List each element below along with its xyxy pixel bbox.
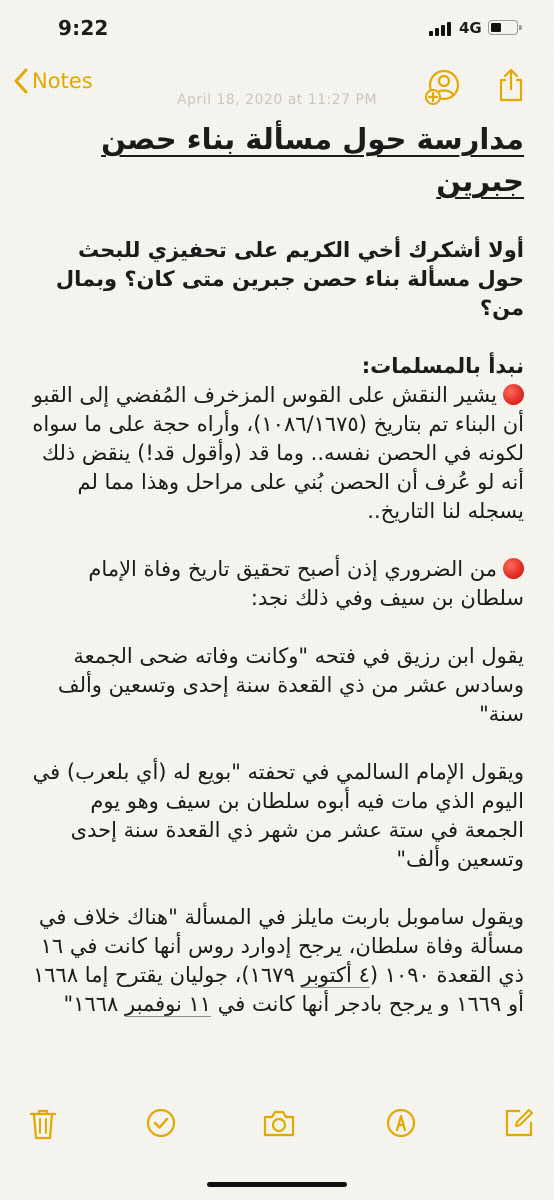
- camera-button[interactable]: [262, 1108, 296, 1142]
- section-heading: نبدأ بالمسلمات:: [361, 354, 524, 378]
- note-point-2: [30, 555, 524, 613]
- share-icon: [498, 68, 524, 102]
- note-point-1: [30, 381, 524, 526]
- red-circle-icon: [503, 384, 524, 405]
- note-intro: أولا أشكرك أخي الكريم على تحفيزي للبحث حول مسألة بناء حصن جبرين متى كان؟ وبمال من؟: [55, 238, 524, 320]
- bottom-toolbar: [0, 1100, 554, 1150]
- battery-cap: [519, 25, 522, 30]
- compose-icon: [504, 1108, 534, 1138]
- note-point-2-text: من الضروري إذن أصبح تحقيق تاريخ وفاة الإمام سلطان بن سيف وفي ذلك نجد:: [88, 557, 524, 610]
- note-quote-3-part-b: ١٦٧٩)، جوليان يقترح إما ١٦٦٨ أو ١٦٦٩ و يرجح بادجر أنها كانت في: [33, 963, 524, 1016]
- note-point-1-text: يشير النقش على القوس المزخرف المُفضي إلى القبو أن البناء تم بتاريخ (١٠٨٦/١٦٧٥)، وأراه حجة على ما سواه لكونه في الحصن نفسه.. وما قد (وأقول قد!) ينقض ذلك أنه لو عُرف أن الحصن بُني على مراحل وهذا مما لم يسجله لنا التاريخ..: [32, 383, 524, 523]
- markup-pen-icon: [386, 1108, 416, 1138]
- red-circle-icon: [503, 558, 524, 579]
- note-quote-2: ويقول الإمام السالمي في تحفته "بويع له (أي بلعرب) في اليوم الذي مات فيه أبوه سلطان بن سيف وهو يوم الجمعة في ستة عشر من شهر ذي القعدة سنة إحدى وتسعين وألف": [32, 760, 524, 871]
- note-quote-3-part-c: ١٦٦٨": [63, 992, 125, 1016]
- network-type: 4G: [459, 19, 482, 37]
- home-indicator: [207, 1182, 347, 1187]
- back-label: Notes: [32, 69, 93, 93]
- compose-button[interactable]: [504, 1108, 534, 1142]
- share-button[interactable]: [498, 68, 524, 106]
- chevron-left-icon: [14, 68, 28, 94]
- battery-fill: [491, 23, 501, 32]
- add-person-icon: [424, 68, 462, 106]
- back-button[interactable]: [14, 68, 93, 94]
- delete-button[interactable]: [30, 1108, 56, 1144]
- battery-icon: [488, 20, 518, 35]
- camera-icon: [262, 1108, 296, 1138]
- note-body[interactable]: [30, 118, 524, 1019]
- note-title: مدارسة حول مسألة بناء حصن جبرين: [101, 122, 524, 198]
- note-quote-3: [30, 903, 524, 1019]
- note-date-faded: April 18, 2020 at 11:27 PM: [176, 92, 378, 108]
- trash-icon: [30, 1108, 56, 1140]
- checklist-button[interactable]: [146, 1108, 176, 1142]
- status-time: 9:22: [58, 16, 109, 40]
- markup-button[interactable]: [386, 1108, 416, 1142]
- checklist-icon: [146, 1108, 176, 1138]
- signal-icon: [429, 22, 451, 36]
- note-quote-1: يقول ابن رزيق في فتحه "وكانت وفاته ضحى الجمعة وسادس عشر من ذي القعدة سنة إحدى وتسعين وألف سنة": [57, 644, 524, 726]
- date-link-october[interactable]: ٤ أكتوبر: [301, 963, 370, 987]
- add-person-button[interactable]: [424, 68, 462, 110]
- note-quote-3-part-a: ويقول ساموبل باربت مايلز في المسألة "هناك خلاف في مسألة وفاة سلطان، يرجح إدوارد روس أنها كانت في ١٦ ذي القعدة ١٠٩٠ (: [38, 905, 524, 987]
- status-bar: [0, 0, 554, 60]
- date-link-november[interactable]: ١١ نوفمبر: [125, 992, 212, 1016]
- nav-bar: [0, 62, 554, 116]
